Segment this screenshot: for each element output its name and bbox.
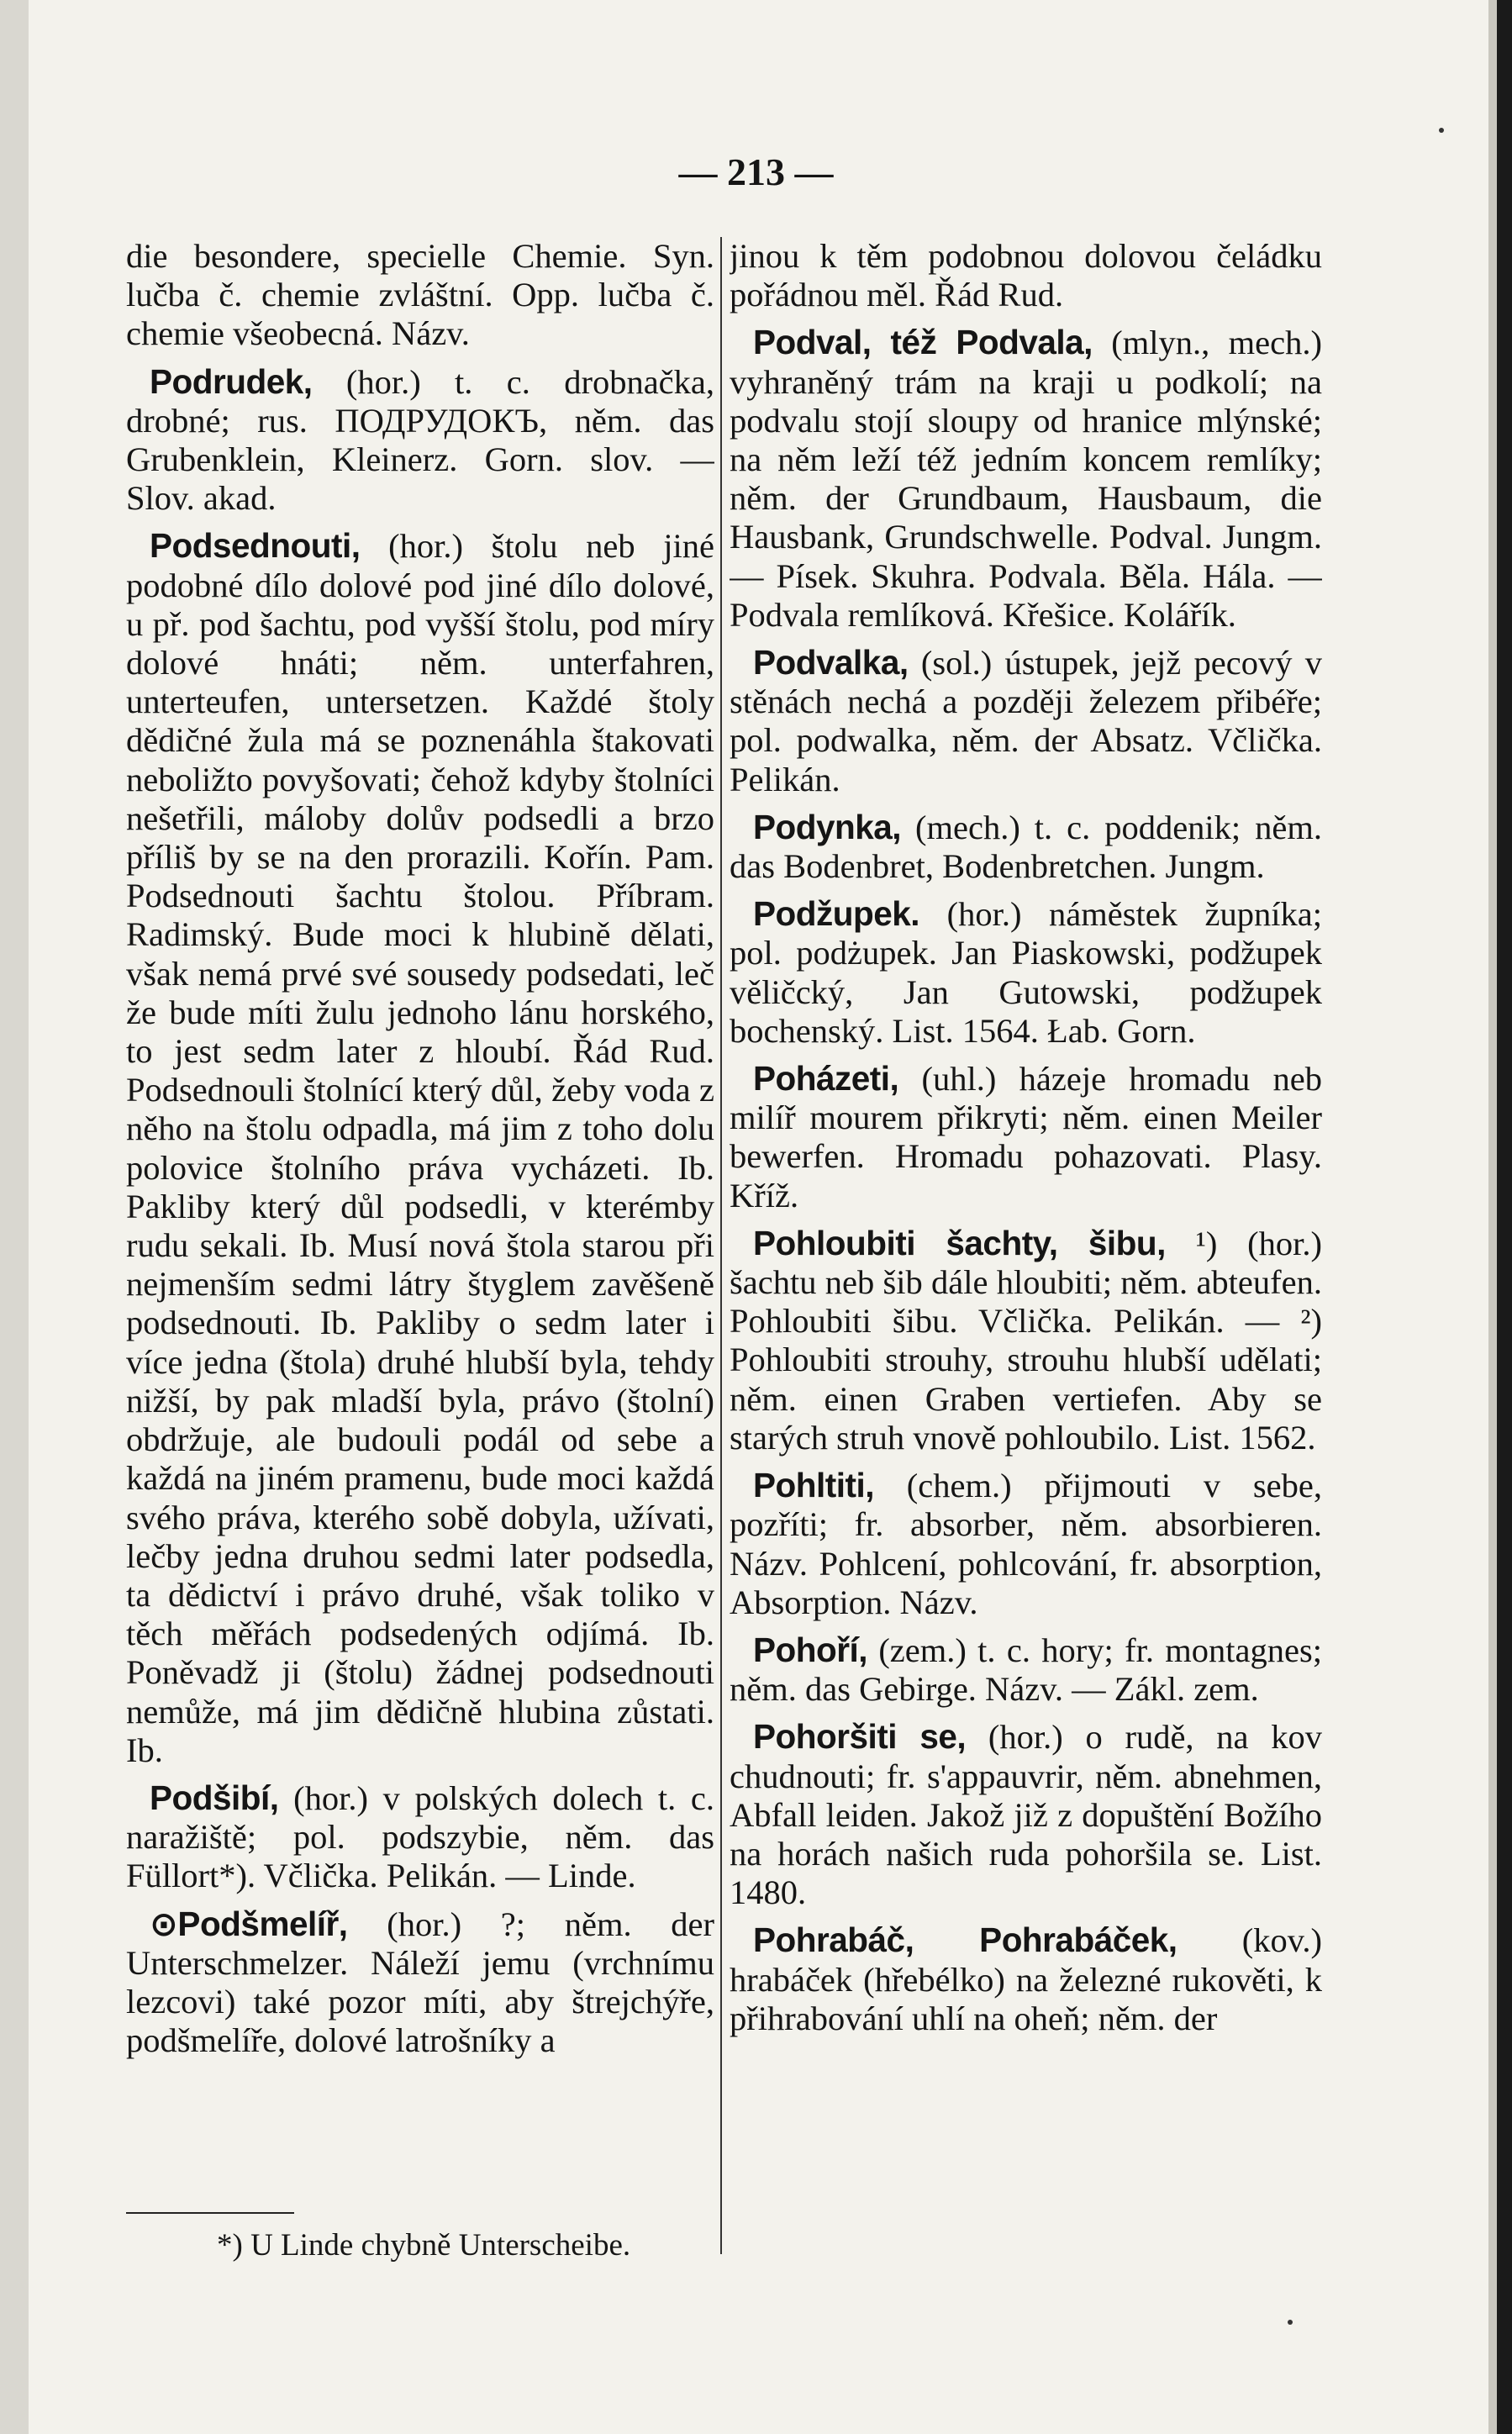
dictionary-entry [730,643,1322,799]
page-left-edge [0,0,29,2434]
entry-text: (hor.) v polských dolech t. c. naražiště; pol. podszybie, něm. das Füllort*). Včlička. Pelikán. — Linde. [126,1778,714,1895]
entry-headword: Pohloubiti šachty, šibu, [753,1223,1166,1262]
dictionary-entry [126,1778,714,1896]
scan-speck [1439,128,1444,133]
dictionary-entry [730,1224,1322,1457]
entry-headword: ⊙Podšmelíř, [150,1904,348,1943]
entry-text: ¹) (hor.) šachtu neb šib dále hloubiti; něm. abteufen. Pohloubiti šibu. Včlička. Pelikán. — ²) Pohloubiti strouhy, strouhu hlubší udělati; něm. einen Graben vertiefen. Aby se starých struh vnově pohloubilo. List. 1562. [730,1224,1322,1457]
entry-text: jinou k těm podobnou dolovou čeládku pořádnou měl. Řád Rud. [730,237,1322,314]
dictionary-entry [126,526,714,1770]
entry-headword: Podžupek. [753,894,920,934]
entry-text: (zem.) t. c. hory; fr. montagnes; něm. das Gebirge. Názv. — Zákl. zem. [730,1631,1322,1709]
footnote: *) U Linde chybně Unterscheibe. [217,2228,631,2263]
entry-headword: Podšibí, [150,1778,279,1817]
right-column [730,237,1322,2321]
dictionary-entry [730,808,1322,886]
entry-text: (uhl.) házeje hromadu neb milíř mourem přikryti; něm. einen Meiler bewerfen. Hromadu pohazovati. Plasy. Kříž. [730,1060,1322,1214]
dictionary-entry [730,1059,1322,1215]
entry-headword: Pohrabáč, Pohrabáček, [753,1920,1177,1960]
left-column [126,237,714,2321]
dictionary-entry [730,237,1322,314]
entry-text: (hor.) o rudě, na kov chudnouti; fr. s'appauvrir, něm. abnehmen, Abfall leiden. Jakož již z dopuštění Božího na horách našich ruda pohoršila se. List. 1480. [730,1718,1322,1912]
entry-text: (hor.) t. c. drobnačka, drobné; rus. ПОДРУДОКЪ, něm. das Grubenklein, Kleinerz. Gorn. slov. — Slov. akad. [126,362,714,518]
entry-headword: Pohoršiti se, [753,1717,967,1757]
entry-headword: Pohoří, [753,1630,867,1669]
dictionary-entry [126,1905,714,2061]
entry-headword: Podrudek, [150,361,313,401]
entry-headword: Podval, též Podvala, [753,323,1093,362]
entry-text: die besondere, specielle Chemie. Syn. lučba č. chemie zvláštní. Opp. lučba č. chemie všeobecná. Názv. [126,237,714,353]
entry-text: (hor.) náměstek župníka; pol. podżupek. Jan Piaskowski, podžupek věličcký, Jan Gutowski, podžupek bochenský. List. 1564. Łab. Gorn. [730,895,1322,1050]
entry-headword: Pohltiti, [753,1466,874,1505]
scan-speck [1288,2320,1293,2325]
entry-headword: Podynka, [753,807,902,846]
footnote-rule [126,2212,294,2214]
dictionary-entry [730,1717,1322,1912]
dictionary-entry [126,237,714,354]
page-right-edge [1497,0,1512,2434]
dictionary-entry [730,1920,1322,2038]
entry-text: (chem.) přijmouti v sebe, pozříti; fr. absorber, něm. absorbieren. Názv. Pohlcení, pohlcování, fr. absorption, Absorption. Názv. [730,1467,1322,1621]
entry-text: (hor.) štolu neb jiné podobné dílo dolové pod jiné dílo dolové, u př. pod šachtu, pod vyšší štolu, pod míry dolové hnáti; něm. unterfahren, unterteufen, untersetzen. Každé štoly dědičné žula má se poznenáhla štakovati neboližto povyšovati; čehož kdyby štolníci nešetřili, máloby dolův podsedli a brzo příliš by se na den prorazili. Kořín. Pam. Podsednouti šachtu štolou. Příbram. Radimský. Bude moci k hlubině dělati, však nemá prvé své sousedy podsedati, leč že bude míti žulu jednoho lánu horského, to jest sedm later z hloubí. Řád Rud. Podsednouli štolnící který důl, žeby voda z něho na štolu odpadla, má jim z toho dolu polovice štolního práva vycházeti. Ib. Pakliby který důl podsedli, v kterémby rudu sekali. Ib. Musí nová štola starou při nejmenším sedmi látry štyglem zavěšeně podsednouti. Ib. Pakliby o sedm later i více jedna (štola) druhé hlubší byla, tehdy nižší, by pak mladší byla, právo (štolní) obdržuje, ale budouli podál od sebe a každá na jiném pramenu, bude moci každá svého práva, kterého sobě dobyla, užívati, lečby jedna druhou sedmi later podsedla, ta dědictví i právo druhé, však toliko v těch měřách podsedených odjímá. Ib. Poněvadž ji (štolu) žádnej podsednouti nemůže, má jim dědičně hlubina zůstati. Ib. [126,527,714,1769]
page-right-margin [1488,0,1497,2434]
dictionary-entry [730,1631,1322,1709]
dictionary-entry [730,323,1322,635]
entry-headword: Podsednouti, [150,526,361,566]
page-number: — 213 — [678,150,834,193]
entry-text: (mech.) t. c. poddenik; něm. das Bodenbret, Bodenbretchen. Jungm. [730,808,1322,886]
entry-headword: Podvalka, [753,643,909,682]
entry-text: (mlyn., mech.) vyhraněný trám na kraji u podkolí; na podvalu stojí sloupy od hranice mlýnské; na něm leží též jedním koncem remlíky; něm. der Grundbaum, Hausbaum, die Hausbank, Grundschwelle. Podval. Jungm. — Písek. Skuhra. Podvala. Běla. Hála. — Podvala remlíková. Křešice. Kolářík. [730,324,1322,634]
entry-text: (kov.) hrabáček (hřebélko) na železné rukověti, k přihrabování uhlí na oheň; něm. der [730,1921,1322,2037]
dictionary-entry [730,894,1322,1051]
entry-text: (sol.) ústupek, jejž pecový v stěnách nechá a později železem přibéře; pol. podwalka, něm. der Absatz. Včlička. Pelikán. [730,644,1322,798]
column-divider [720,237,722,2254]
dictionary-entry [126,362,714,519]
entry-text: (hor.) ?; něm. der Unterschmelzer. Náleží jemu (vrchnímu lezcovi) také pozor míti, aby štrejchýře, podšmelíře, dolové latrošníky a [126,1905,714,2060]
entry-headword: Poházeti, [753,1059,899,1098]
dictionary-entry [730,1466,1322,1622]
